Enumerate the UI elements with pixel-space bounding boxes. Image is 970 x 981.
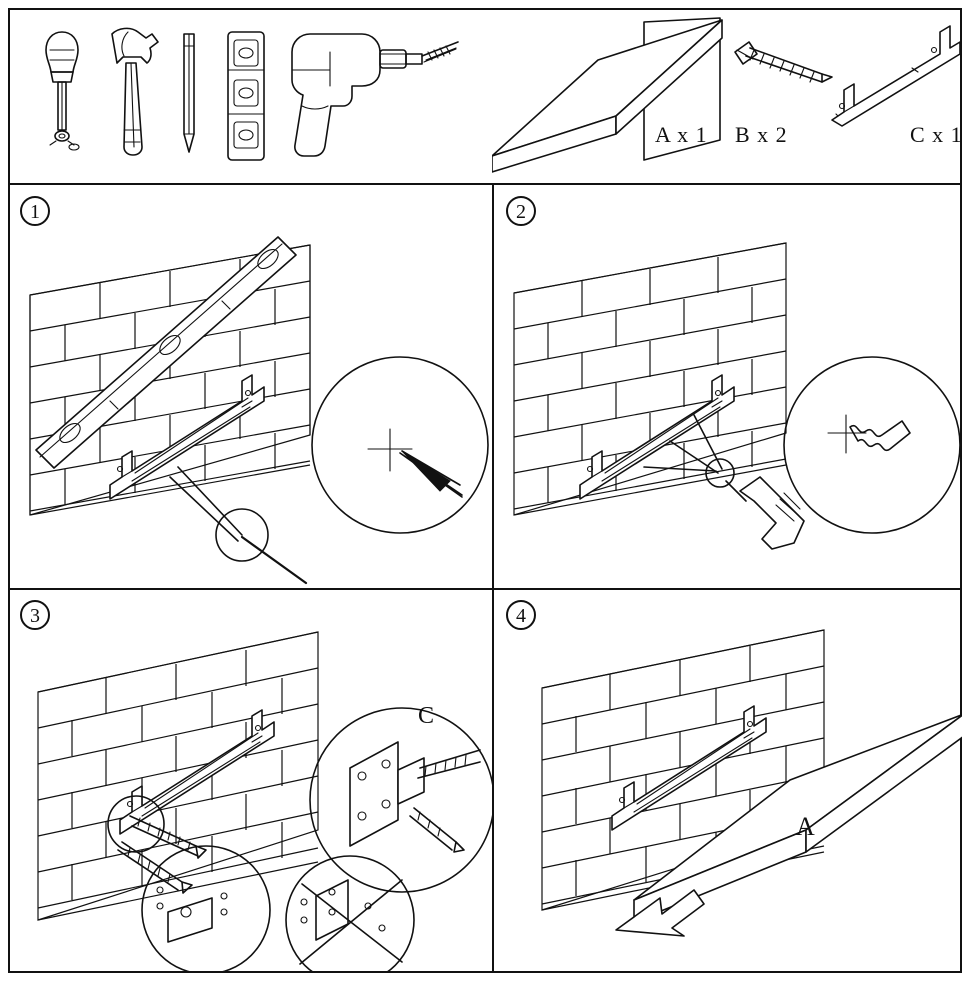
shelf-board-icon	[492, 18, 722, 172]
pencil-icon	[184, 34, 194, 152]
level-on-wall-1	[36, 237, 296, 468]
drill-icon	[292, 34, 458, 156]
brick-wall-1	[30, 245, 310, 515]
bracket-alignment-incorrect	[286, 856, 414, 973]
step-4-part-label-A: A	[796, 812, 815, 841]
part-label-C: C x 1	[910, 122, 963, 147]
bracket-alignment-correct	[142, 846, 270, 973]
screwdriver-icon	[46, 32, 79, 150]
tools-group	[10, 10, 490, 182]
step-3-illustration	[10, 590, 492, 973]
screw-icon	[735, 42, 832, 82]
bracket-rail-mounted-4	[612, 706, 766, 830]
drilled-hole-detail	[784, 357, 960, 533]
parts-group	[492, 10, 962, 182]
step-2-illustration	[494, 185, 962, 587]
level-icon	[228, 32, 264, 160]
step-1-number: 1	[20, 196, 50, 226]
hammer-icon	[112, 28, 158, 155]
bracket-screw-detail	[310, 708, 492, 892]
step-1-illustration	[10, 185, 492, 587]
brick-wall-2	[514, 243, 786, 515]
bracket-rail-icon	[832, 26, 960, 126]
part-label-B: B x 2	[735, 122, 788, 147]
step-2-number: 2	[506, 196, 536, 226]
pencil-mark-1	[170, 467, 306, 583]
step-3-number: 3	[20, 600, 50, 630]
detail-label-C: C	[418, 703, 435, 729]
bracket-rail-mounted-3	[120, 710, 274, 834]
part-label-A: A x 1	[655, 122, 708, 147]
step-4-number: 4	[506, 600, 536, 630]
step-4-illustration	[494, 590, 962, 973]
pencil-mark-cross-detail	[312, 357, 488, 533]
brick-wall-3	[38, 632, 318, 920]
